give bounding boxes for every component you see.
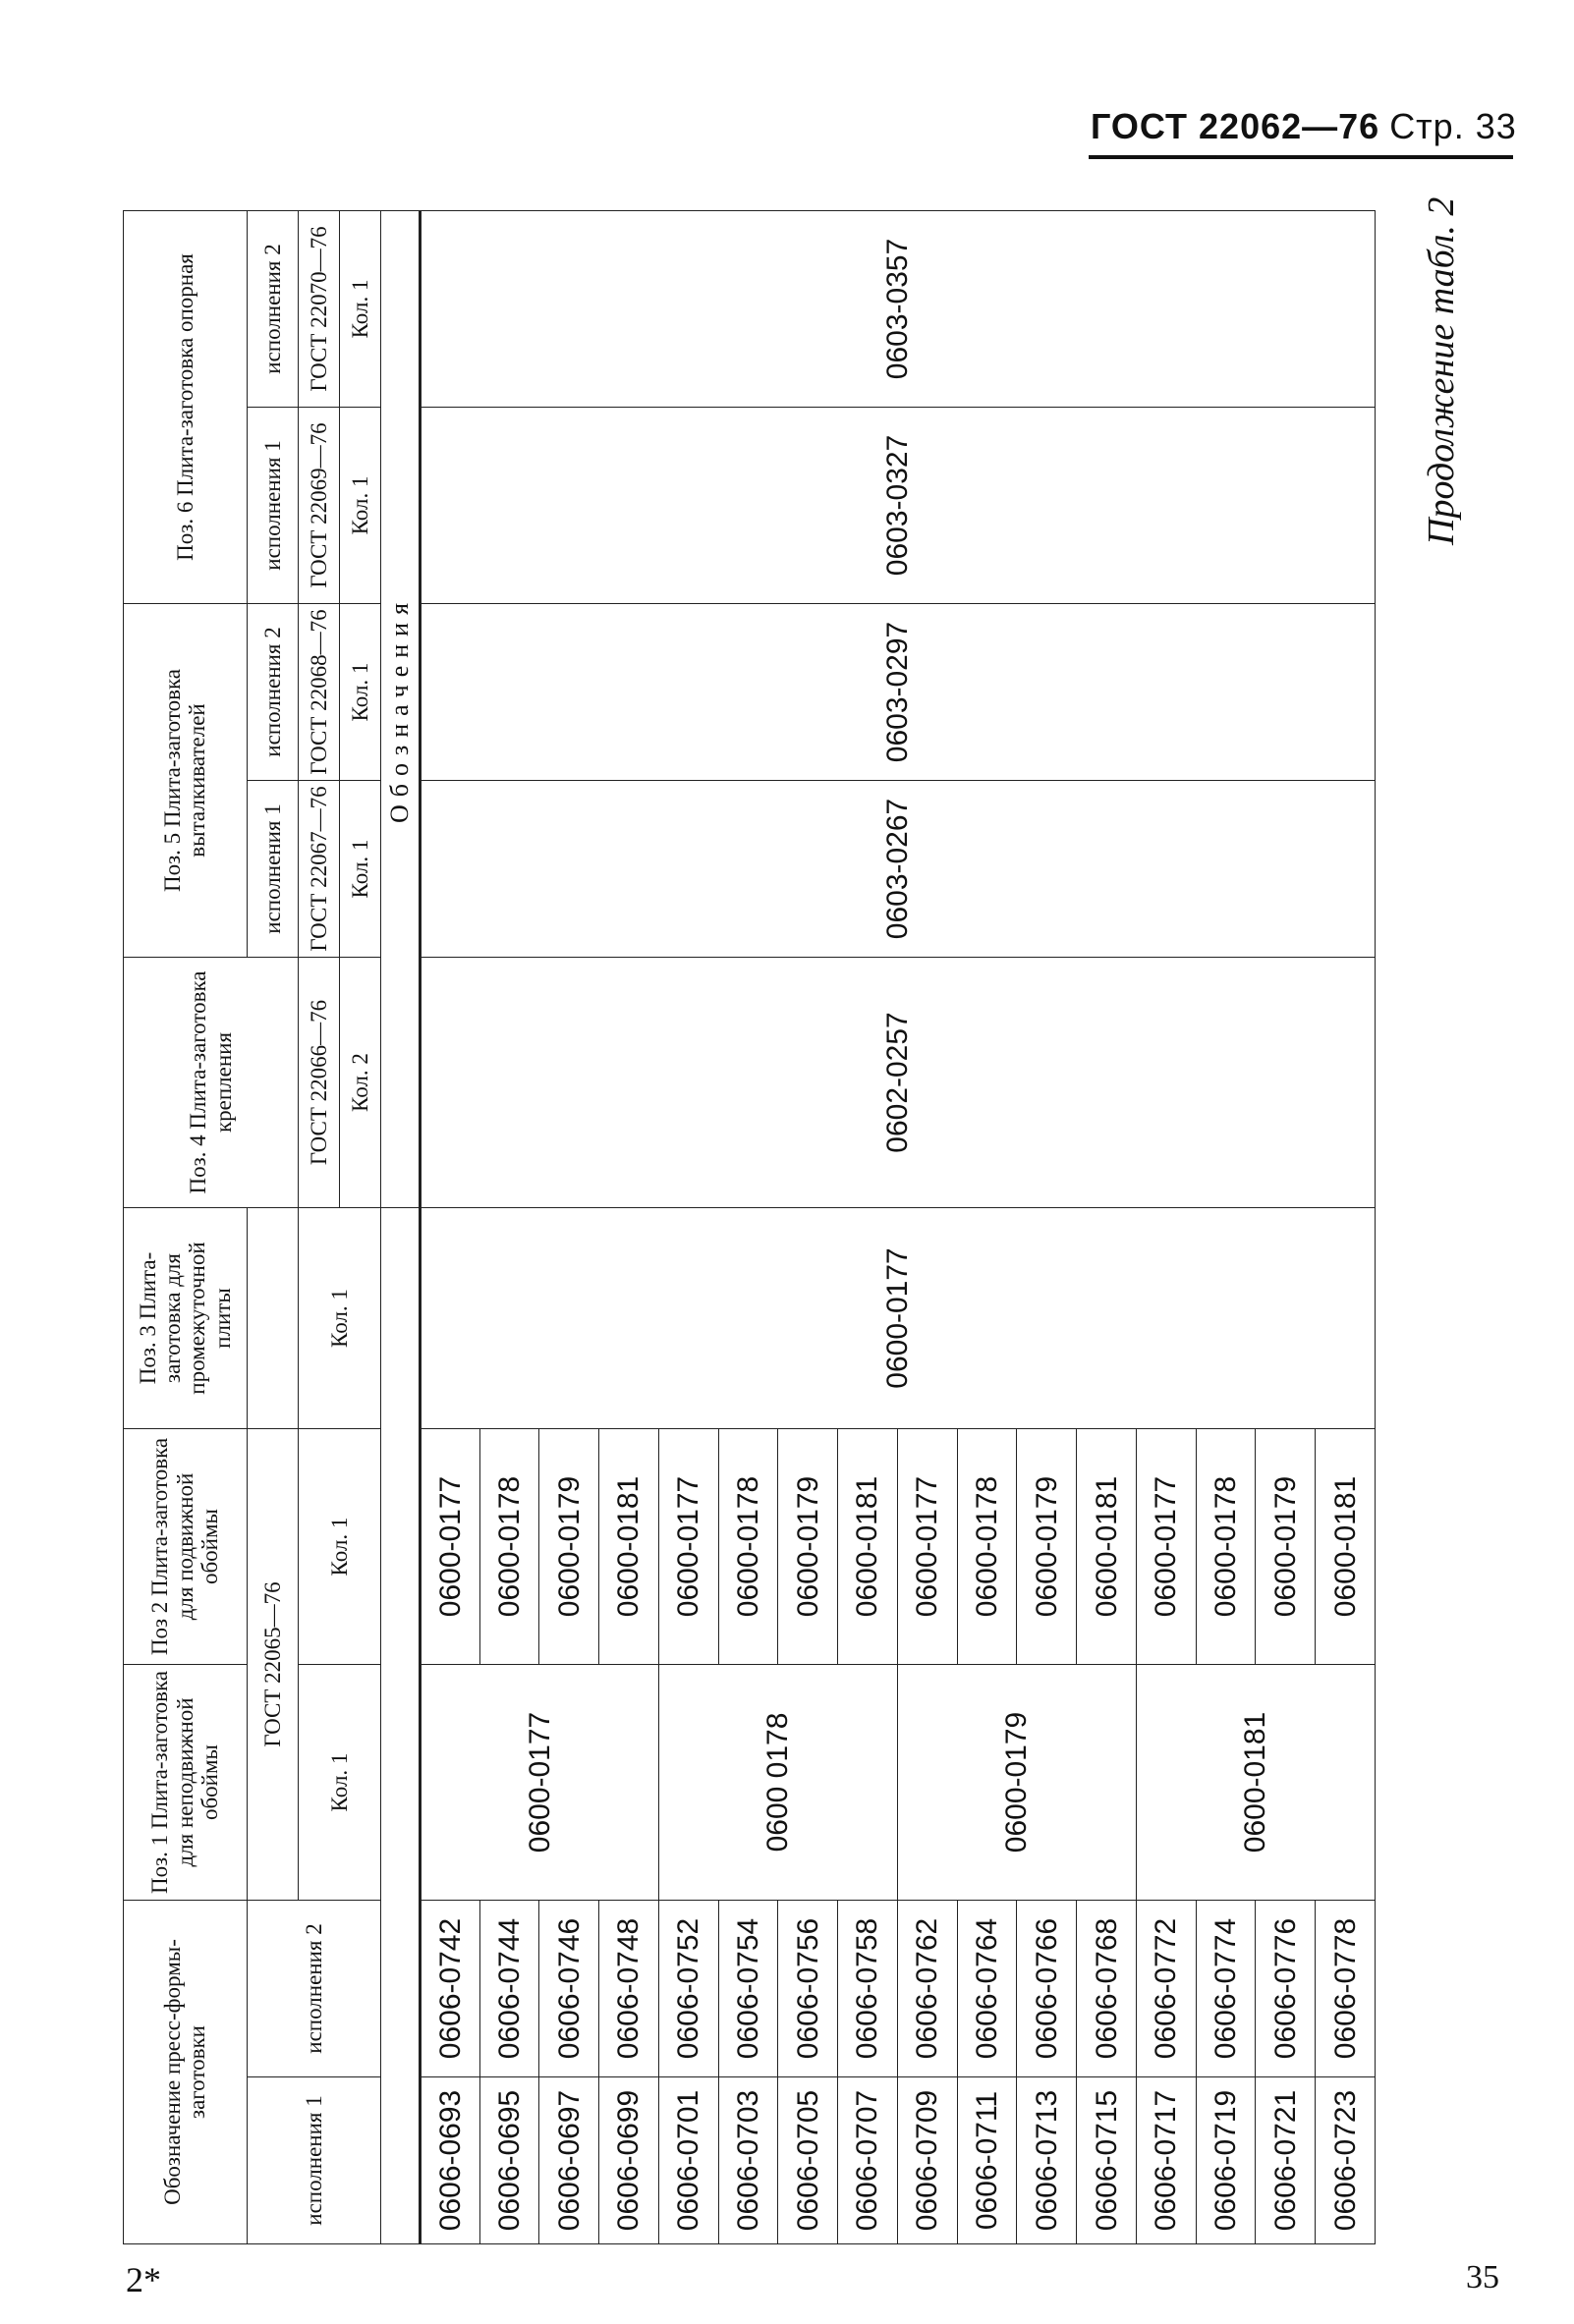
- isp2-value: 0606-0768: [1077, 1901, 1137, 2077]
- pos6-isp2-kol: Кол. 1: [340, 210, 381, 407]
- pos2-value: 0600-0178: [1196, 1429, 1256, 1665]
- isp2-value: 0606-0776: [1256, 1901, 1316, 2077]
- header-row-2: [247, 210, 298, 2243]
- isp2-value: 0606-0766: [1017, 1901, 1077, 2077]
- table-row: [420, 210, 479, 2243]
- pos3-header: Поз. 3 Плита-заготовка для промежуточной плиты: [124, 1208, 248, 1429]
- isp1-value: 0606-0719: [1196, 2077, 1256, 2244]
- isp2-value: 0606-0762: [897, 1901, 957, 2077]
- isp1-value: 0606-0717: [1136, 2077, 1196, 2244]
- pos5-header: Поз. 5 Плита-заготовка выталкивателей: [124, 603, 248, 957]
- pos6-header: Поз. 6 Плита-заготовка опорная: [124, 210, 248, 603]
- isp2-value: 0606-0744: [479, 1901, 539, 2077]
- pos5-isp1-gost: ГОСТ 22067—76: [299, 781, 340, 958]
- pos6-isp1-kol: Кол. 1: [340, 407, 381, 603]
- pos2-value: 0600-0179: [1256, 1429, 1316, 1665]
- isp2-value: 0606-0742: [420, 1901, 479, 2077]
- pos2-value: 0600-0177: [658, 1429, 718, 1665]
- pos2-kol: Кол. 1: [299, 1429, 381, 1665]
- isp2-value: 0606-0756: [778, 1901, 838, 2077]
- isp2-value: 0606-0778: [1316, 1901, 1376, 2077]
- pos4-value: 0602-0257: [420, 958, 1375, 1208]
- pos1-header: Поз. 1 Плита-заготовка для неподвижной обоймы: [124, 1665, 248, 1901]
- pos5-isp2-value: 0603-0297: [420, 603, 1375, 780]
- isp2-value: 0606-0748: [599, 1901, 659, 2077]
- isp1-value: 0606-0701: [658, 2077, 718, 2244]
- isp1-value: 0606-0709: [897, 2077, 957, 2244]
- isp1-value: 0606-0713: [1017, 2077, 1077, 2244]
- pos5-isp2-kol: Кол. 1: [340, 603, 381, 780]
- pos3-gost-blank: [247, 1208, 298, 1429]
- oboznacheniya-blank: [380, 1208, 420, 2244]
- header-row-1: [124, 210, 248, 2243]
- pos5-isp1-header: исполнения 1: [247, 781, 298, 958]
- isp1-value: 0606-0711: [957, 2077, 1017, 2244]
- pos6-isp2-header: исполнения 2: [247, 210, 298, 407]
- pos2-value: 0600-0177: [420, 1429, 479, 1665]
- oboznacheniya-label: Обозначения: [380, 210, 420, 1207]
- isp2-value: 0606-0754: [718, 1901, 778, 2077]
- pos2-value: 0600-0181: [1316, 1429, 1376, 1665]
- pos1-value: 0600-0181: [1136, 1665, 1375, 1901]
- isp2-value: 0606-0774: [1196, 1901, 1256, 2077]
- pos6-isp1-gost: ГОСТ 22069—76: [299, 407, 340, 603]
- pos4-header: Поз. 4 Плита-заготовка крепления: [124, 958, 299, 1208]
- table-caption: Продолжение табл. 2: [1421, 196, 1462, 545]
- pos2-value: 0600-0181: [599, 1429, 659, 1665]
- isp1-value: 0606-0721: [1256, 2077, 1316, 2244]
- pos2-value: 0600-0178: [957, 1429, 1017, 1665]
- isp2-value: 0606-0746: [539, 1901, 599, 2077]
- isp1-value: 0606-0697: [539, 2077, 599, 2244]
- pos6-isp2-gost: ГОСТ 22070—76: [299, 210, 340, 407]
- pos5-isp1-kol: Кол. 1: [340, 781, 381, 958]
- page-number: 35: [1466, 2259, 1499, 2296]
- isp1-value: 0606-0695: [479, 2077, 539, 2244]
- isp1-value: 0606-0693: [420, 2077, 479, 2244]
- pos2-value: 0600-0179: [778, 1429, 838, 1665]
- pos4-kol: Кол. 2: [340, 958, 381, 1208]
- rotated-page-content: [123, 133, 1489, 2244]
- gost-number: ГОСТ 22062—76: [1091, 106, 1380, 146]
- pos5-isp2-header: исполнения 2: [247, 603, 298, 780]
- pos2-header: Поз 2 Плита-заготовка для подвижной обоймы: [124, 1429, 248, 1665]
- pos6-isp2-value: 0603-0357: [420, 210, 1375, 407]
- pos2-value: 0600-0177: [1136, 1429, 1196, 1665]
- page-label: Стр. 33: [1389, 106, 1517, 146]
- isp1-value: 0606-0715: [1077, 2077, 1137, 2244]
- isp2-value: 0606-0758: [838, 1901, 898, 2077]
- pos2-value: 0600-0181: [1077, 1429, 1137, 1665]
- pos4-gost: ГОСТ 22066—76: [299, 958, 340, 1208]
- isp1-value: 0606-0705: [778, 2077, 838, 2244]
- pos5-isp1-value: 0603-0267: [420, 781, 1375, 958]
- isp1-value: 0606-0707: [838, 2077, 898, 2244]
- pos1-kol: Кол. 1: [299, 1665, 381, 1901]
- pos2-value: 0600-0178: [718, 1429, 778, 1665]
- isp1-value: 0606-0703: [718, 2077, 778, 2244]
- specification-table: [123, 210, 1376, 2244]
- pos5-isp2-gost: ГОСТ 22068—76: [299, 603, 340, 780]
- pos3-kol: Кол. 1: [299, 1208, 381, 1429]
- press-form-header: Обозначение пресс-формы-заготовки: [124, 1901, 248, 2244]
- table-body: [420, 210, 1375, 2243]
- pos6-isp1-value: 0603-0327: [420, 407, 1375, 603]
- isp1-value: 0606-0699: [599, 2077, 659, 2244]
- pos1-value: 0600 0178: [658, 1665, 897, 1901]
- isp2-col-header: исполнения 2: [247, 1901, 380, 2077]
- pos3-value: 0600-0177: [420, 1208, 1375, 1429]
- pos2-value: 0600-0179: [539, 1429, 599, 1665]
- isp2-value: 0606-0764: [957, 1901, 1017, 2077]
- isp2-value: 0606-0772: [1136, 1901, 1196, 2077]
- pos2-value: 0600-0179: [1017, 1429, 1077, 1665]
- isp1-col-header: исполнения 1: [247, 2077, 380, 2244]
- isp1-value: 0606-0723: [1316, 2077, 1376, 2244]
- pos1-value: 0600-0177: [420, 1665, 658, 1901]
- pos6-isp1-header: исполнения 1: [247, 407, 298, 603]
- pos2-value: 0600-0177: [897, 1429, 957, 1665]
- gost-22065-header: ГОСТ 22065—76: [247, 1429, 298, 1901]
- pos2-value: 0600-0178: [479, 1429, 539, 1665]
- pos1-value: 0600-0179: [897, 1665, 1136, 1901]
- oboznacheniya-row: [380, 210, 420, 2243]
- pos2-value: 0600-0181: [838, 1429, 898, 1665]
- isp2-value: 0606-0752: [658, 1901, 718, 2077]
- signature-mark: 2*: [126, 2260, 161, 2299]
